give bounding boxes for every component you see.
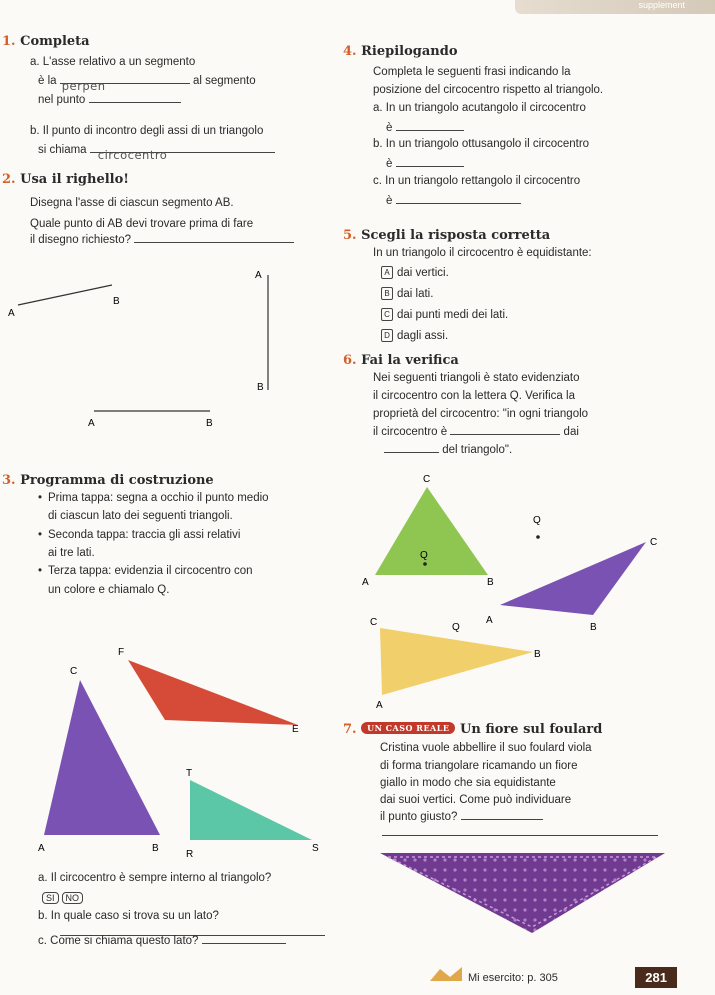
yes-option[interactable]: SI (42, 892, 59, 904)
ex4-b-answer: è (386, 158, 464, 170)
ex4-heading: 4. Riepilogando (343, 44, 458, 59)
exercise-book-icon (428, 965, 464, 985)
ex7-line4: dai suoi vertici. Come può individuare (380, 794, 572, 806)
svg-text:C: C (650, 537, 658, 548)
svg-text:Q: Q (533, 515, 541, 526)
svg-text:B: B (487, 577, 494, 588)
ex2-heading: 2. Usa il righello! (2, 172, 129, 187)
no-option[interactable]: NO (62, 892, 84, 904)
ex6-triangles-figure (340, 465, 715, 715)
ex3-bullet-1b: di ciascun lato dei seguenti triangoli. (48, 510, 233, 522)
ex6-line3: proprietà del circocentro: "in ogni triangolo (373, 408, 589, 420)
ex4-line2: posizione del circocentro rispetto al triangolo. (373, 84, 604, 96)
ex5-option-b[interactable]: B dai lati. (381, 287, 433, 300)
ex3-triangle-red (128, 660, 298, 725)
ex3-heading: 3. Programma di costruzione (2, 473, 214, 488)
ex3-bullet-1a: • Prima tappa: segna a occhio il punto medio (48, 492, 269, 504)
ex2-label-b3: B (206, 418, 213, 429)
ex3-bullet-3a: • Terza tappa: evidenzia il circocentro con (48, 565, 253, 577)
ex2-line3: il disegno richiesto? (30, 234, 294, 246)
ex1-a-line2: è la perpen al segmento (38, 75, 256, 93)
page-number: 281 (635, 967, 677, 988)
ex5-option-c[interactable]: C dai punti medi dei lati. (381, 308, 508, 321)
ex1-b-line1: b. Il punto di incontro degli assi di un triangolo (30, 125, 264, 137)
ex7-line3: giallo in modo che sia equidistante (380, 777, 556, 789)
ex6-triangle-purple (500, 542, 646, 615)
footer-esercito[interactable]: Mi esercito: p. 305 (468, 972, 558, 984)
ex2-label-a3: A (88, 418, 95, 429)
svg-text:B: B (534, 649, 541, 660)
ex6-line4: il circocentro è dai (373, 426, 579, 438)
ex3-label-b: B (152, 843, 159, 854)
svg-text:A: A (362, 577, 369, 588)
ex3-label-e: E (292, 724, 299, 735)
ex1-handwriting-1: perpen (61, 79, 106, 93)
real-case-badge: UN CASO REALE (361, 722, 455, 734)
ex2-label-a1: A (8, 308, 15, 319)
ex4-b: b. In un triangolo ottusangolo il circocentro (373, 138, 590, 150)
ex5-heading: 5. Scegli la risposta corretta (343, 228, 551, 243)
ex3-question-c: c. Come si chiama questo lato? (38, 935, 286, 947)
svg-text:Q: Q (420, 550, 428, 561)
ex6-triangle-green (375, 487, 488, 575)
ex6-circumcenter-green (423, 562, 427, 566)
foulard-image (380, 845, 670, 940)
ex2-segment-1 (18, 285, 112, 305)
ex3-bullet-2a: • Seconda tappa: traccia gli assi relativi (48, 529, 240, 541)
ex7-line5: il punto giusto? (380, 811, 543, 823)
svg-text:Q: Q (452, 622, 460, 633)
ex3-label-s: S (312, 843, 319, 854)
ex1-handwriting-2: circocentro (97, 148, 168, 162)
ex4-a: a. In un triangolo acutangolo il circocentro (373, 102, 586, 114)
ex2-line2: Quale punto di AB devi trovare prima di fare (30, 218, 254, 230)
ex5-option-a[interactable]: A dai vertici. (381, 266, 449, 279)
ex7-heading: 7. UN CASO REALE Un fiore sul foulard (343, 722, 603, 737)
svg-text:A: A (376, 700, 383, 711)
ex3-question-a: a. Il circocentro è sempre interno al triangolo? (38, 872, 272, 884)
ex4-c: c. In un triangolo rettangolo il circocentro (373, 175, 581, 187)
ex1-a-line1: a. L'asse relativo a un segmento (30, 56, 196, 68)
ex5-option-d[interactable]: D dagli assi. (381, 329, 448, 342)
supplement-tab (515, 0, 715, 14)
svg-text:B: B (590, 622, 597, 633)
supplement-label: supplement (638, 0, 685, 10)
ex3-question-b: b. In quale caso si trova su un lato? (38, 910, 219, 922)
ex3-label-t: T (186, 768, 193, 779)
ex6-triangle-yellow (380, 628, 533, 695)
ex7-line1: Cristina vuole abbellire il suo foulard viola (380, 742, 592, 754)
ex7-line2: di forma triangolare ricamando un fiore (380, 760, 578, 772)
ex3-triangles-figure (0, 640, 340, 865)
ex3-label-c: C (70, 666, 78, 677)
ex2-label-a2: A (255, 270, 262, 281)
ex3-label-f: F (118, 647, 125, 658)
ex1-a-line3: nel punto (38, 94, 181, 106)
ex3-triangle-teal (190, 780, 312, 840)
ex3-yes-no (42, 892, 86, 904)
ex6-line5: del triangolo". (384, 444, 512, 456)
ex5-stem: In un triangolo il circocentro è equidistante: (373, 247, 592, 259)
ex1-heading: 1. Completa (2, 34, 90, 49)
ex2-segments-figure (0, 250, 340, 430)
svg-text:C: C (370, 617, 378, 628)
ex3-label-a: A (38, 843, 45, 854)
svg-text:A: A (486, 615, 493, 626)
ex2-label-b2: B (257, 382, 264, 393)
ex3-label-r: R (186, 849, 194, 860)
ex4-line1: Completa le seguenti frasi indicando la (373, 66, 571, 78)
ex6-heading: 6. Fai la verifica (343, 353, 459, 368)
ex6-circumcenter-purple (536, 535, 540, 539)
ex1-b-line2: si chiama circocentro (38, 144, 275, 156)
ex2-label-b1: B (113, 296, 120, 307)
ex3-triangle-purple (44, 680, 160, 835)
svg-text:C: C (423, 474, 431, 485)
ex2-line1: Disegna l'asse di ciascun segmento AB. (30, 197, 234, 209)
ex7-answer-line[interactable] (382, 835, 658, 836)
ex3-bullet-3b: un colore e chiamalo Q. (48, 584, 170, 596)
ex6-line2: il circocentro con la lettera Q. Verifica la (373, 390, 575, 402)
ex6-line1: Nei seguenti triangoli è stato evidenziato (373, 372, 580, 384)
ex3-bullet-2b: ai tre lati. (48, 547, 95, 559)
ex4-a-answer: è (386, 122, 464, 134)
ex4-c-answer: è (386, 195, 521, 207)
